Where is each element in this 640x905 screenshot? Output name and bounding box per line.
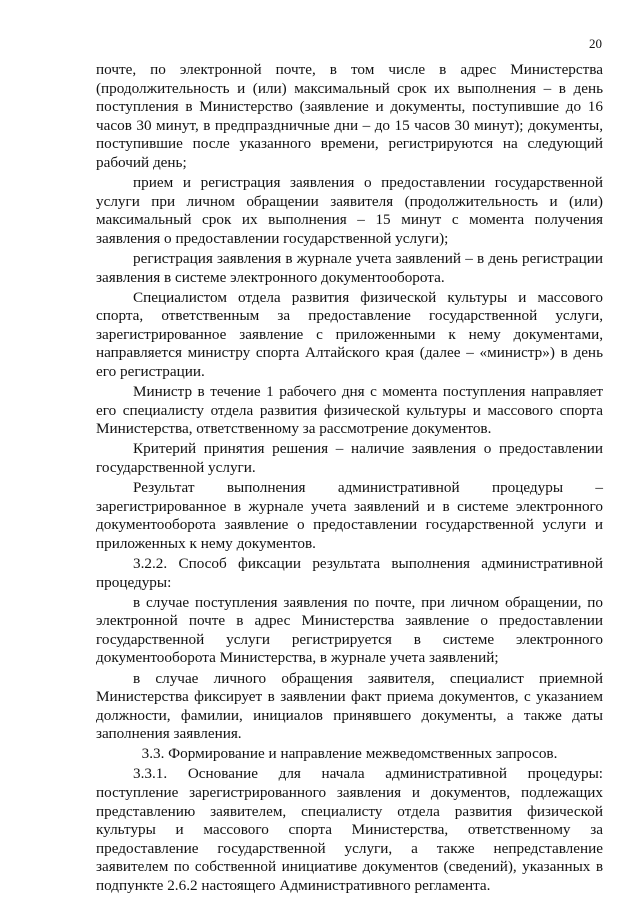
paragraph: почте, по электронной почте, в том числе в адрес Министерства (продолжительность и (или) максимальный срок их выполнения – в день поступления в Министерство (заявление и документы, поступившие до 16 часов 30 минут, в предпраздничные дни – до 15 часов 30 минут); документы, поступившие после указанного времени, регистрируются на следующий рабочий день; (96, 61, 603, 171)
paragraph: в случае личного обращения заявителя, специалист приемной Министерства фиксирует в заявлении факт приема документов, с указанием должности, фамилии, инициалов принявшего документы, а также даты заполнения заявления. (96, 669, 603, 743)
paragraph: Министр в течение 1 рабочего дня с момента поступления направляет его специалисту отдела развития физической культуры и массового спорта Министерства, ответственному за рассмотрение документов. (96, 383, 603, 438)
paragraph: Результат выполнения административной процедуры – зарегистрированное в журнале учета заявлений и в системе электронного документооборота заявление о предоставлении государственной услуги и приложенных к нему документов. (96, 479, 603, 552)
section-heading: 3.3. Формирование и направление межведомственных запросов. (141, 745, 558, 763)
paragraph: 3.3.1. Основание для начала административной процедуры: поступление зарегистрированного заявления и документов, подлежащих представлению заявителем, специалисту отдела развития физической культуры и массового спорта Министерства, ответственному за предоставление государственной услуги, а также непредставление заявителем по собственной инициативе документов (сведений), указанных в подпункте 2.6.2 настоящего Административного регламента. (96, 765, 603, 895)
section-heading: 3.2.2. Способ фиксации результата выполнения административной процедуры: (96, 554, 603, 591)
page-number: 20 (589, 36, 602, 51)
paragraph: прием и регистрация заявления о предоставлении государственной услуги при личном обращении заявителя (продолжительность и (или) максимальный срок их выполнения – 15 минут с момента получения заявления о предоставлении государственной услуги); (96, 174, 603, 247)
paragraph: Критерий принятия решения – наличие заявления о предоставлении государственной услуги. (96, 440, 603, 476)
paragraph: Специалистом отдела развития физической культуры и массового спорта, ответственным за предоставление государственной услуги, зарегистрированное заявление с приложенными к нему документами, направляется министру спорта Алтайского края (далее – «министр») в день его регистрации. (96, 288, 603, 380)
paragraph: в случае поступления заявления по почте, при личном обращении, по электронной почте в адрес Министерства заявление о предоставлении государственной услуги регистрируется в системе электронного документооборота Министерства, в журнале учета заявлений; (96, 593, 603, 667)
paragraph: регистрация заявления в журнале учета заявлений – в день регистрации заявления в системе электронного документооборота. (96, 249, 603, 286)
document-body (96, 61, 603, 897)
